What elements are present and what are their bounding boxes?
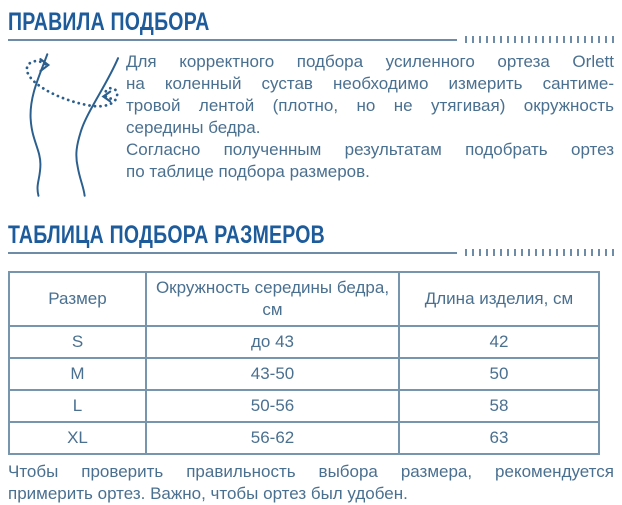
section-table-head [8, 219, 614, 257]
size-table-header-circumference: Окружность середины бедра, см [146, 272, 399, 326]
paragraph-line: тровой лентой (плотно, но не утягивая) окружность [126, 96, 614, 115]
intro-text [126, 51, 614, 199]
table-row [9, 422, 599, 454]
dotted-ticks-decoration [465, 249, 615, 256]
size-table-header-row [9, 272, 599, 326]
cell-circumference: до 43 [146, 326, 399, 358]
cell-circumference: 50-56 [146, 390, 399, 422]
section-table-title: ТАБЛИЦА ПОДБОРА РАЗМЕРОВ [8, 221, 325, 249]
paragraph-result [126, 139, 614, 183]
size-table-header-size: Размер [9, 272, 146, 326]
paragraph-line: середины бедра. [126, 118, 261, 137]
cell-size: L [9, 390, 146, 422]
footer-line: Чтобы проверить правильность выбора размера, рекомендуется [8, 462, 614, 481]
paragraph-line: по таблице подбора размеров. [126, 162, 370, 181]
cell-circumference: 43-50 [146, 358, 399, 390]
cell-length: 50 [399, 358, 599, 390]
paragraph-line: Согласно полученным результатам подобрать ортез [126, 140, 614, 159]
cell-circumference: 56-62 [146, 422, 399, 454]
cell-size: XL [9, 422, 146, 454]
table-row [9, 326, 599, 358]
table-row [9, 358, 599, 390]
footer-note [8, 461, 614, 505]
heading-rule [8, 248, 614, 257]
heading-rule-line [8, 39, 457, 41]
size-table-header-length: Длина изделия, см [399, 272, 599, 326]
section-rules-head [8, 6, 614, 44]
footer-line: примерить ортез. Важно, чтобы ортез был удобен. [8, 484, 408, 503]
section-rules-title: ПРАВИЛА ПОДБОРА [8, 8, 210, 36]
paragraph-line: Для корректного подбора усиленного ортеза Orlett [126, 52, 614, 71]
cell-length: 58 [399, 390, 599, 422]
size-table [8, 271, 600, 455]
heading-rule [8, 35, 614, 44]
cell-size: S [9, 326, 146, 358]
table-row [9, 390, 599, 422]
cell-size: M [9, 358, 146, 390]
cell-length: 63 [399, 422, 599, 454]
dotted-ticks-decoration [465, 36, 615, 43]
heading-rule-line [8, 252, 457, 254]
cell-length: 42 [399, 326, 599, 358]
intro-block [8, 51, 614, 199]
paragraph-measurement [126, 51, 614, 139]
leg-measurement-diagram-icon [8, 51, 121, 199]
paragraph-line: на коленный сустав необходимо измерить сантиме- [126, 74, 614, 93]
